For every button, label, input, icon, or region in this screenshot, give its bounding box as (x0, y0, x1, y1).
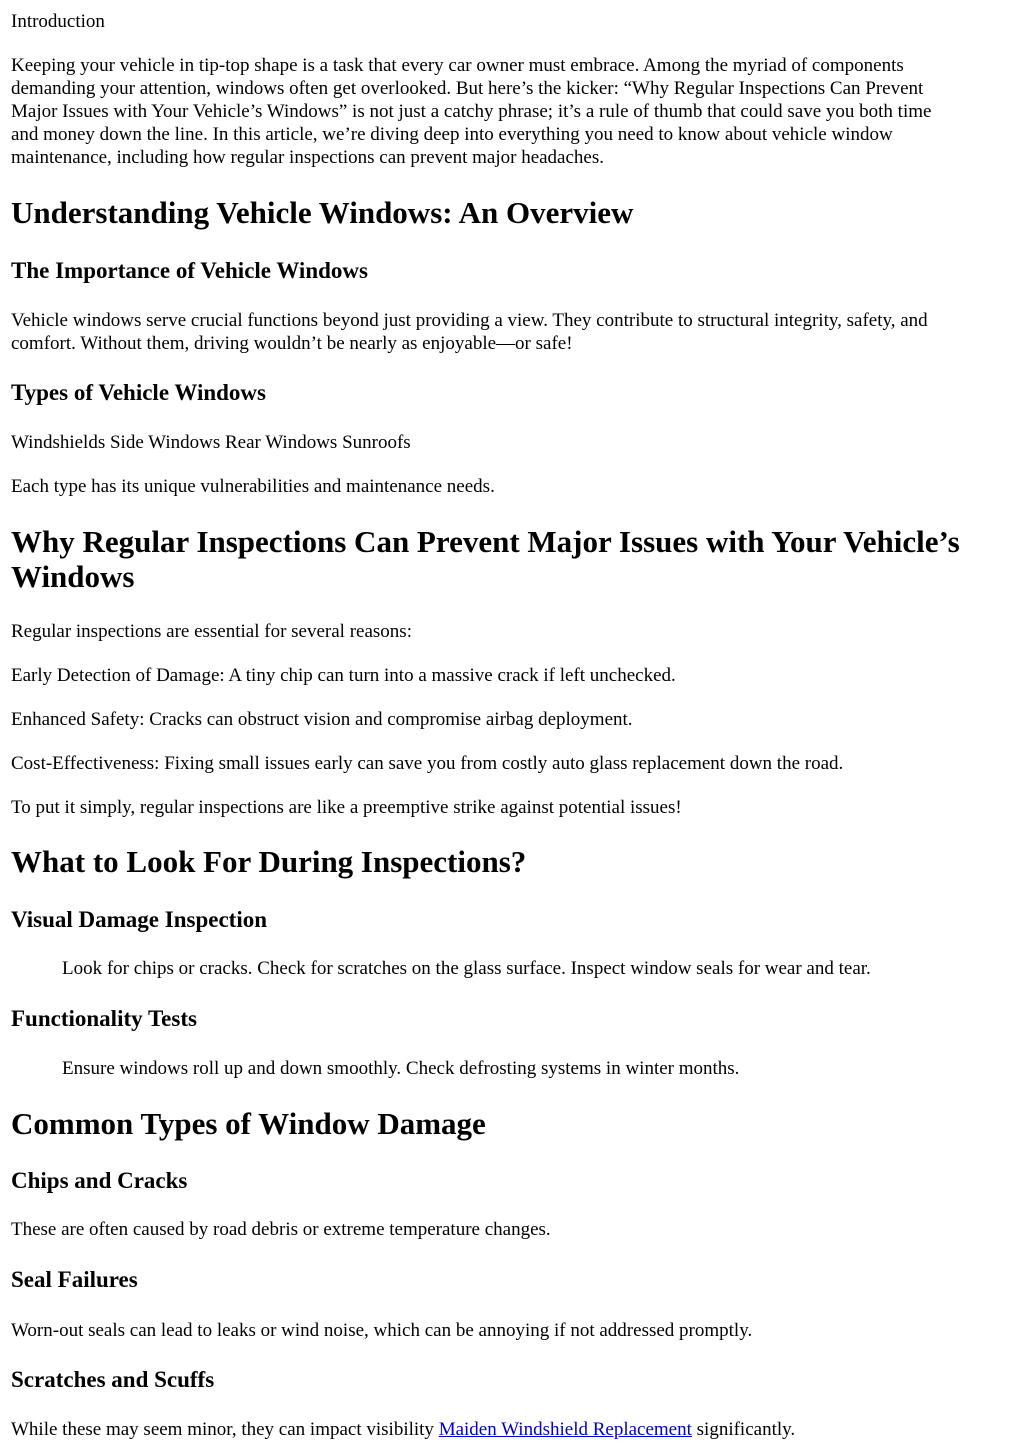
intro-paragraph-line-4: and money down the line. In this article, we’re diving deep into everything you need to know about vehicle window (11, 124, 893, 145)
scratches-paragraph (11, 1418, 795, 1441)
intro-paragraph-line-5: maintenance, including how regular inspections can prevent major headaches. (11, 147, 604, 168)
damage-heading: Common Types of Window Damage (11, 1106, 486, 1141)
importance-paragraph-line-2: comfort. Without them, driving wouldn’t be nearly as enjoyable—or safe! (11, 333, 573, 354)
why-summary: To put it simply, regular inspections are like a preemptive strike against potential issues! (11, 797, 682, 818)
scratches-heading: Scratches and Scuffs (11, 1367, 215, 1392)
intro-paragraph-line-2: demanding your attention, windows often get overlooked. But here’s the kicker: “Why Regular Inspections Can Prevent (11, 78, 924, 99)
intro-paragraph-line-3: Major Issues with Your Vehicle’s Windows” is not just a catchy phrase; it’s a rule of thumb that could save you both time (11, 101, 932, 122)
why-lead: Regular inspections are essential for several reasons: (11, 621, 412, 642)
types-list: Windshields Side Windows Rear Windows Sunroofs (11, 432, 411, 453)
functionality-tests-heading: Functionality Tests (11, 1006, 197, 1031)
reason-early-detection: Early Detection of Damage: A tiny chip can turn into a massive crack if left unchecked. (11, 665, 676, 686)
why-heading-line-1: Why Regular Inspections Can Prevent Major Issues with Your Vehicle’s (11, 524, 960, 559)
intro-paragraph-line-1: Keeping your vehicle in tip-top shape is a task that every car owner must embrace. Among the myriad of components (11, 55, 904, 76)
chips-cracks-text: These are often caused by road debris or extreme temperature changes. (11, 1219, 551, 1240)
why-heading-line-2: Windows (11, 559, 135, 594)
seal-failures-text: Worn-out seals can lead to leaks or wind noise, which can be annoying if not addressed promptly. (11, 1320, 753, 1341)
reason-cost-effectiveness: Cost-Effectiveness: Fixing small issues early can save you from costly auto glass replacement down the road. (11, 753, 844, 774)
look-for-heading: What to Look For During Inspections? (11, 844, 527, 879)
types-heading: Types of Vehicle Windows (11, 380, 266, 405)
functionality-tests-list: Ensure windows roll up and down smoothly. Check defrosting systems in winter months. (62, 1058, 740, 1079)
visual-inspection-heading: Visual Damage Inspection (11, 907, 267, 932)
reason-enhanced-safety: Enhanced Safety: Cracks can obstruct vision and compromise airbag deployment. (11, 709, 633, 730)
importance-heading: The Importance of Vehicle Windows (11, 258, 368, 283)
scratches-text-before: While these may seem minor, they can impact visibility (11, 1419, 439, 1440)
windshield-replacement-link[interactable]: Maiden Windshield Replacement (438, 1419, 692, 1440)
visual-inspection-list: Look for chips or cracks. Check for scratches on the glass surface. Inspect window seals for wear and tear. (62, 958, 871, 979)
importance-paragraph-line-1: Vehicle windows serve crucial functions beyond just providing a view. They contribute to structural integrity, safety, and (11, 310, 928, 331)
types-note: Each type has its unique vulnerabilities and maintenance needs. (11, 476, 495, 497)
scratches-text-after: significantly. (691, 1419, 796, 1440)
intro-label: Introduction (11, 11, 105, 32)
seal-failures-heading: Seal Failures (11, 1267, 138, 1292)
overview-heading: Understanding Vehicle Windows: An Overview (11, 195, 634, 230)
chips-cracks-heading: Chips and Cracks (11, 1168, 188, 1193)
